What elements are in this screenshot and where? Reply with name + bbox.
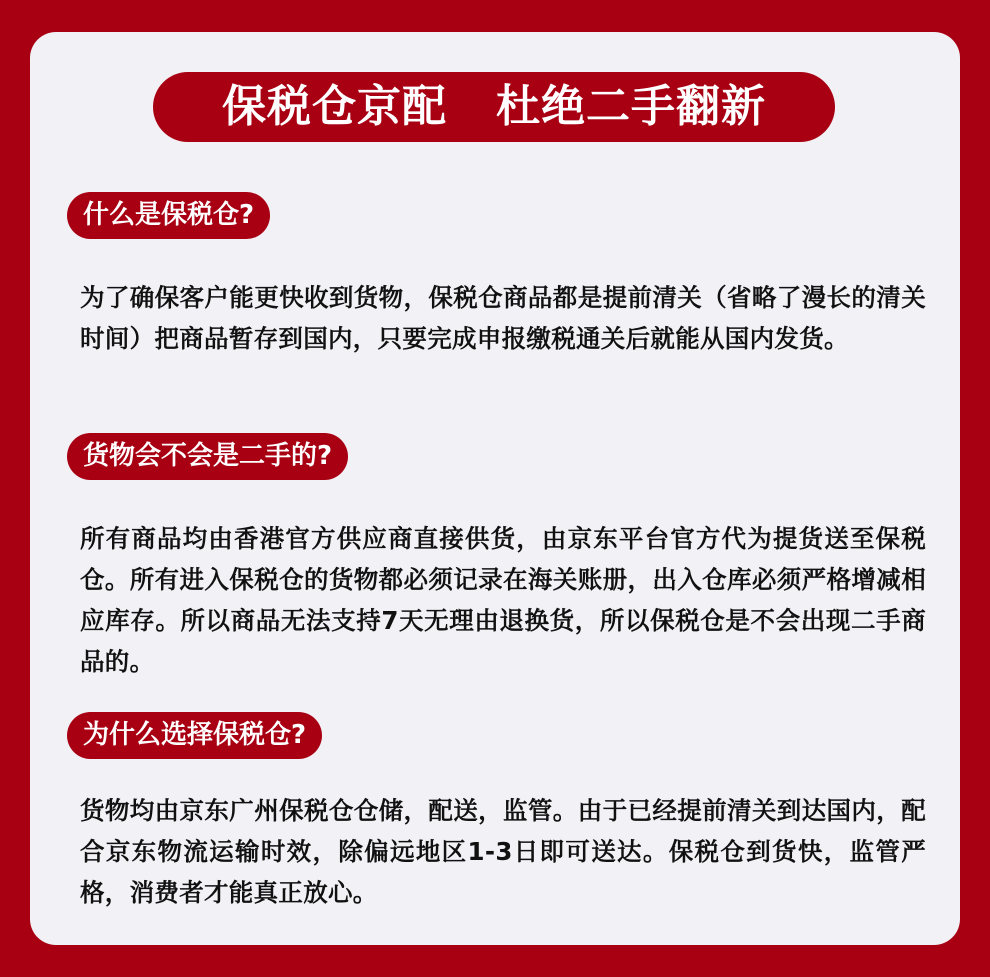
section-heading-second-hand: 货物会不会是二手的?: [67, 433, 348, 480]
page-title: 保税仓京配 杜绝二手翻新: [153, 72, 835, 142]
section-body-what-is-bonded-warehouse: 为了确保客户能更快收到货物，保税仓商品都是提前清关（省略了漫长的清关时间）把商品暂存到国内，只要完成申报缴税通关后就能从国内发货。: [80, 283, 926, 353]
section-heading-why-choose: 为什么选择保税仓?: [67, 712, 322, 759]
info-card: [30, 32, 960, 945]
section-body-why-choose: 货物均由京东广州保税仓仓储，配送，监管。由于已经提前清关到达国内，配合京东物流运输时效，除偏远地区1-3日即可送达。保税仓到货快，监管严格，消费者才能真正放心。: [80, 796, 926, 907]
section-heading-what-is-bonded-warehouse: 什么是保税仓?: [67, 192, 270, 239]
section-body-second-hand: 所有商品均由香港官方供应商直接供货，由京东平台官方代为提货送至保税仓。所有进入保税仓的货物都必须记录在海关账册，出入仓库必须严格增减相应库存。所以商品无法支持7天无理由退换货，所以保税仓是不会出现二手商品的。: [80, 524, 926, 676]
